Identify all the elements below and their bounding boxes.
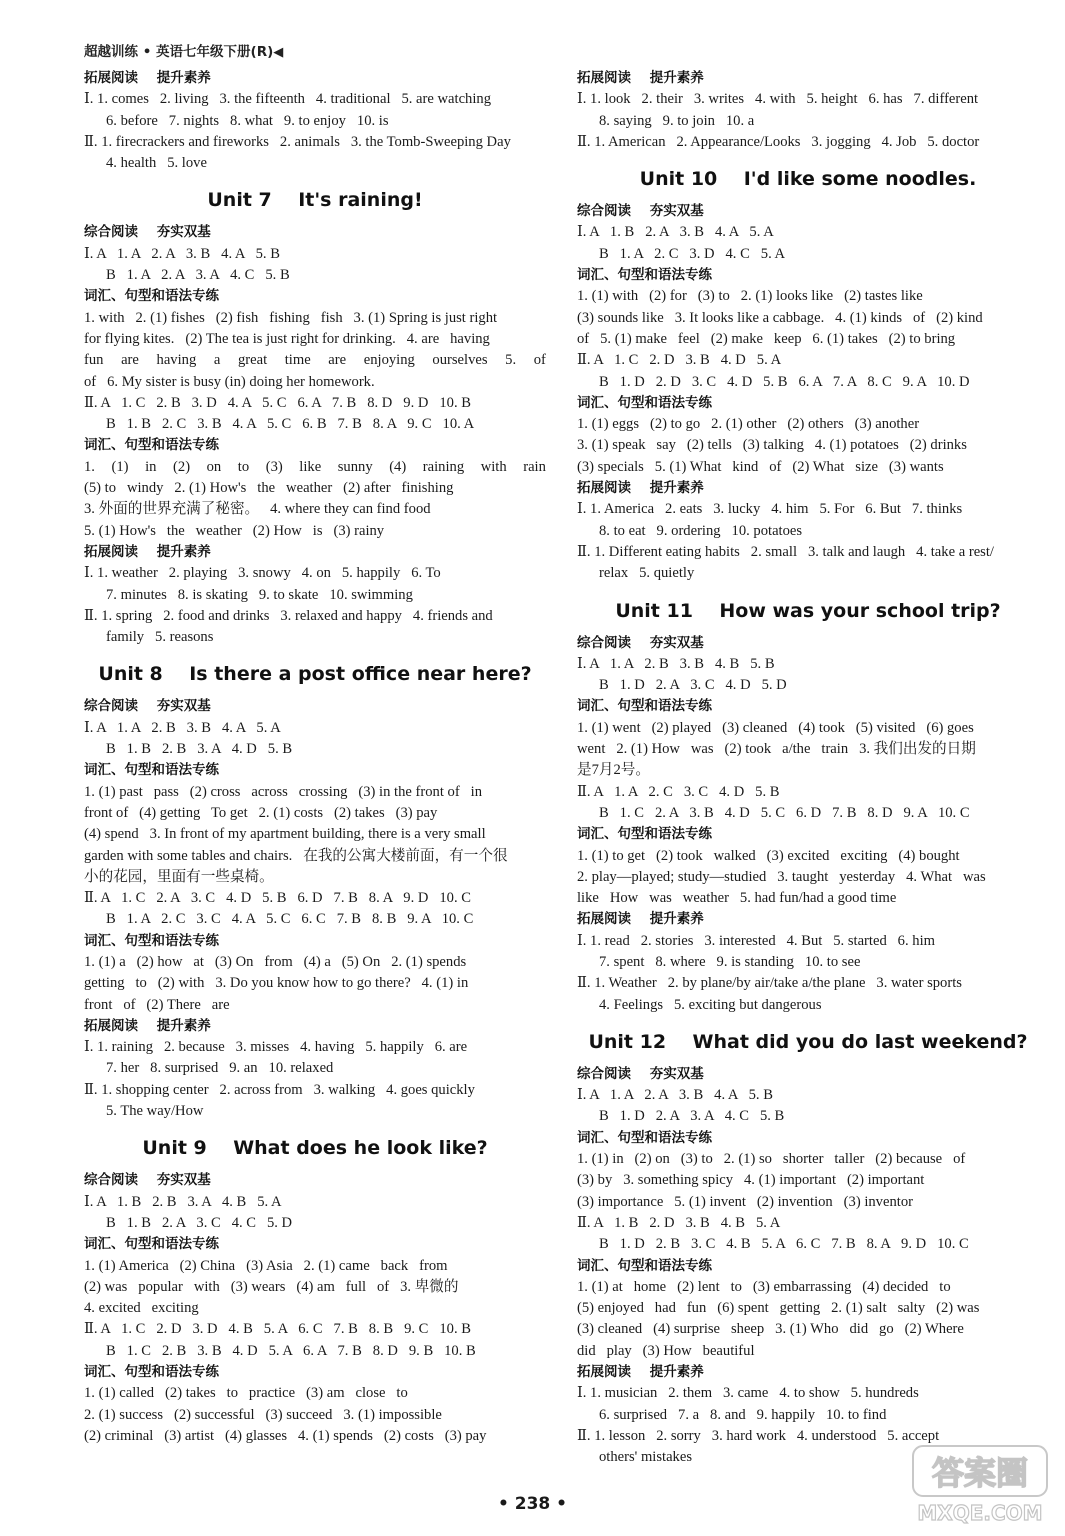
section-heading: 词汇、句型和语法专练 [84,1236,219,1253]
section-heading: 综合阅读 夯实双基 [577,1065,704,1082]
answer-word: in [145,458,157,475]
answer-word: with [480,458,507,475]
answer-line: Ⅱ. 1. shopping center 2. across from 3. walking 4. goes quickly [84,1081,475,1098]
answer-line: 小的花园，里面有一些桌椅。 [84,868,274,885]
answer-line: 3. (1) speak say (2) tells (3) talking 4. (1) potatoes (2) drinks [577,437,967,454]
answer-line: 5. The way/How [106,1103,204,1120]
answer-line: 1. with 2. (1) fishes (2) fish fishing fish 3. (1) Spring is just right [84,309,498,326]
answer-line: 1. (1) eggs (2) to go 2. (1) other (2) others (3) another [577,416,920,433]
answer-line: 7. spent 8. where 9. is standing 10. to see [599,953,861,970]
answer-line: of 6. My sister is busy (in) doing her homework. [84,373,375,390]
section-heading: 词汇、句型和语法专练 [84,437,219,454]
answer-line: 3. 外面的世界充满了秘密。 4. where they can find food [84,501,431,518]
section-heading: 综合阅读 夯实双基 [577,203,704,220]
unit-title: Unit 8 Is there a post office near here? [98,663,532,686]
answer-word: having [156,352,197,369]
answer-line: (3) cleaned (4) surprise sheep 3. (1) Who did go (2) Where [577,1321,964,1338]
answer-line: 1. (1) in (2) on (3) to 2. (1) so shorter taller (2) because of [577,1151,966,1168]
answer-word: (4) [389,458,407,475]
answer-line: Ⅰ. 1. weather 2. playing 3. snowy 4. on 5. happily 6. To [84,565,441,582]
answer-line: B 1. B 2. C 3. B 4. A 5. C 6. B 7. B 8. A 9. C 10. A [106,416,475,433]
answer-line: (3) by 3. something spicy 4. (1) important (2) important [577,1172,925,1189]
answer-line: Ⅰ. 1. look 2. their 3. writes 4. with 5. height 6. has 7. different [577,91,979,108]
unit-title: Unit 10 I'd like some noodles. [639,168,977,191]
answer-line: 8. saying 9. to join 10. a [599,112,755,129]
page-header [84,40,283,60]
answer-line: B 1. B 2. A 3. C 4. C 5. D [106,1214,293,1231]
answer-line: 7. minutes 8. is skating 9. to skate 10. swimming [106,586,413,603]
section-heading: 综合阅读 夯实双基 [84,1172,211,1189]
section-heading: 词汇、句型和语法专练 [577,698,712,715]
answer-line: Ⅱ. 1. spring 2. food and drinks 3. relaxed and happy 4. friends and [84,607,493,624]
answer-line: (3) sounds like 3. It looks like a cabbage. 4. (1) kinds of (2) kind [577,309,983,326]
answer-word: a [213,352,221,369]
answer-line: B 1. D 2. A 3. C 4. D 5. D [599,677,787,694]
answer-line: B 1. A 2. A 3. A 4. C 5. B [106,267,290,284]
answer-line: Ⅱ. A 1. C 2. A 3. C 4. D 5. B 6. D 7. B 8. A 9. D 10. C [84,890,471,907]
watermark-text-en: MXQE.COM [917,1501,1043,1525]
unit-title: Unit 7 It's raining! [207,189,423,212]
answer-line: (3) specials 5. (1) What kind of (2) What size (3) wants [577,458,944,475]
section-heading: 词汇、句型和语法专练 [577,1257,712,1274]
section-heading: 词汇、句型和语法专练 [84,762,219,779]
answer-line: 6. before 7. nights 8. what 9. to enjoy 10. is [106,112,389,129]
answer-word: time [284,352,311,369]
answer-line: 4. Feelings 5. exciting but dangerous [599,996,822,1013]
section-heading: 拓展阅读 提升素养 [577,70,704,86]
answer-line: Ⅱ. 1. firecrackers and fireworks 2. animals 3. the Tomb-Sweeping Day [84,133,511,150]
answer-line: 1. (1) with (2) for (3) to 2. (1) looks like (2) tastes like [577,288,923,305]
answer-line: 8. to eat 9. ordering 10. potatoes [599,522,803,539]
answer-word: (3) [265,458,283,475]
answer-line: 1. (1) America (2) China (3) Asia 2. (1) came back from [84,1257,448,1274]
section-heading: 词汇、句型和语法专练 [577,267,712,284]
answer-line: (3) importance 5. (1) invent (2) invention (3) inventor [577,1193,913,1210]
answer-line: B 1. A 2. C 3. D 4. C 5. A [599,245,786,262]
answer-line: did play (3) How beautiful [577,1342,755,1359]
answer-line: Ⅱ. 1. lesson 2. sorry 3. hard work 4. understood 5. accept [577,1427,940,1444]
section-heading: 拓展阅读 提升素养 [577,911,704,928]
answer-line: Ⅱ. A 1. B 2. D 3. B 4. B 5. A [577,1214,781,1231]
answer-word: are [328,352,347,369]
answer-line: Ⅰ. 1. musician 2. them 3. came 4. to show 5. hundreds [577,1385,919,1402]
answer-line: Ⅰ. A 1. B 2. A 3. B 4. A 5. A [577,224,774,241]
answer-line: of 5. (1) make feel (2) make keep 6. (1) takes (2) to bring [577,330,956,347]
answer-word: rain [523,458,546,475]
answer-line: relax 5. quietly [599,565,695,582]
answer-line: 7. her 8. surprised 9. an 10. relaxed [106,1060,334,1077]
answer-line: Ⅰ. A 1. B 2. B 3. A 4. B 5. A [84,1193,282,1210]
answer-line: Ⅱ. A 1. A 2. C 3. C 4. D 5. B [577,783,780,800]
answer-line: 1. (1) a (2) how at (3) On from (4) a (5) On 2. (1) spends [84,953,467,970]
answer-line: Ⅰ. A 1. A 2. A 3. B 4. A 5. B [577,1087,773,1104]
answer-line: B 1. B 2. B 3. A 4. D 5. B [106,741,293,758]
answer-word: to [237,458,250,475]
answer-line: 2. (1) success (2) successful (3) succeed 3. (1) impossible [84,1406,442,1423]
answer-line: B 1. C 2. A 3. B 4. D 5. C 6. D 7. B 8. D 9. A 10. C [599,804,970,821]
answer-line: went 2. (1) How was (2) took a/the train 3. 我们出发的日期 [577,741,976,758]
answer-line: Ⅱ. 1. Different eating habits 2. small 3. talk and laugh 4. take a rest/ [577,543,994,560]
unit-title: Unit 9 What does he look like? [142,1137,488,1160]
unit-title: Unit 11 How was your school trip? [615,599,1001,622]
answer-line: 是7月2号。 [577,762,650,779]
answer-word: great [237,352,268,369]
answer-line: Ⅰ. A 1. A 2. A 3. B 4. A 5. B [84,245,280,262]
answer-line: B 1. D 2. D 3. C 4. D 5. B 6. A 7. A 8. C 9. A 10. D [599,373,970,390]
left-column [84,68,546,1447]
answer-line: Ⅰ. A 1. A 2. B 3. B 4. A 5. A [84,719,281,736]
answer-line: front of (2) There are [84,996,230,1013]
section-heading: 拓展阅读 提升素养 [84,1017,211,1034]
answer-line: Ⅱ. 1. Weather 2. by plane/by air/take a/the plane 3. water sports [577,975,962,992]
answer-line: B 1. D 2. B 3. C 4. B 5. A 6. C 7. B 8. A 9. D 10. C [599,1236,969,1253]
answer-line: 5. (1) How's the weather (2) How is (3) rainy [84,522,385,539]
section-heading: 综合阅读 夯实双基 [577,634,704,651]
answer-line: Ⅱ. A 1. C 2. D 3. D 4. B 5. A 6. C 7. B 8. B 9. C 10. B [84,1321,471,1338]
answer-line [84,457,546,478]
answer-line: garden with some tables and chairs. 在我的公寓大楼前面，有一个很 [84,847,508,864]
answer-line: Ⅰ. 1. raining 2. because 3. misses 4. having 5. happily 6. are [84,1039,468,1056]
unit-title: Unit 12 What did you do last weekend? [588,1030,1028,1053]
header-marker-icon: ◀ [273,45,284,60]
answer-line: 4. excited exciting [84,1300,199,1317]
section-heading: 拓展阅读 提升素养 [577,1364,704,1381]
answer-line: like How was weather 5. had fun/had a good time [577,890,897,907]
section-heading: 词汇、句型和语法专练 [84,1364,219,1381]
section-heading: 词汇、句型和语法专练 [577,1129,712,1146]
answer-word: ourselves [432,352,488,369]
section-heading: 拓展阅读 提升素养 [577,480,704,497]
section-heading: 拓展阅读 提升素养 [84,543,211,560]
answer-line: family 5. reasons [106,629,214,646]
answer-line: 4. health 5. love [106,155,207,172]
answer-line: Ⅱ. A 1. C 2. B 3. D 4. A 5. C 6. A 7. B 8. D 9. D 10. B [84,394,471,411]
answer-word: 1. [84,458,95,475]
answer-word: like [299,458,322,475]
answer-line: 6. surprised 7. a 8. and 9. happily 10. to find [599,1406,887,1423]
watermark-text-cn: 答案圈 [931,1454,1029,1492]
answer-word: of [533,352,546,369]
answer-line: (2) criminal (3) artist (4) glasses 4. (1) spends (2) costs (3) pay [84,1427,487,1444]
answer-line: (2) was popular with (3) wears (4) am full of 3. 卑微的 [84,1278,459,1295]
answer-line: getting to (2) with 3. Do you know how to go there? 4. (1) in [84,975,469,992]
answer-word: are [121,352,139,369]
section-heading: 综合阅读 夯实双基 [84,224,211,241]
answer-line: Ⅰ. 1. read 2. stories 3. interested 4. But 5. started 6. him [577,932,935,949]
answer-line: (5) enjoyed had fun (6) spent getting 2. (1) salt salty (2) was [577,1300,980,1317]
section-heading: 词汇、句型和语法专练 [84,288,219,305]
answer-line: 1. (1) past pass (2) cross across crossing (3) in the front of in [84,783,483,800]
section-heading: 词汇、句型和语法专练 [84,932,219,949]
page-number: • 238 • [497,1494,568,1514]
answer-line: others' mistakes [599,1449,693,1466]
answer-line: B 1. A 2. C 3. C 4. A 5. C 6. C 7. B 8. B 9. A 10. C [106,911,474,928]
answer-line: Ⅰ. 1. comes 2. living 3. the fifteenth 4. traditional 5. are watching [84,91,491,108]
answer-line: 1. (1) called (2) takes to practice (3) am close to [84,1385,408,1402]
book-title: 超越训练 • 英语七年级下册(R) [84,44,274,60]
section-heading: 词汇、句型和语法专练 [577,394,712,411]
answer-line: front of (4) getting To get 2. (1) costs (2) takes (3) pay [84,804,438,821]
answer-line: 1. (1) at home (2) lent to (3) embarrassing (4) decided to [577,1278,951,1295]
section-heading: 综合阅读 夯实双基 [84,698,211,715]
answer-word: (2) [173,458,191,475]
answer-line: for flying kites. (2) The tea is just right for drinking. 4. are having [84,330,490,347]
answer-line: B 1. C 2. B 3. B 4. D 5. A 6. A 7. B 8. D 9. B 10. B [106,1342,476,1359]
section-heading: 拓展阅读 提升素养 [84,70,211,86]
right-column [577,68,1039,1469]
answer-line: (4) spend 3. In front of my apartment building, there is a very small [84,826,486,843]
answer-line [84,350,546,371]
answer-line: (5) to windy 2. (1) How's the weather (2) after finishing [84,480,454,497]
answer-word: fun [84,352,104,369]
answer-word: enjoying [363,352,415,369]
answer-word: raining [422,458,465,475]
answer-line: Ⅰ. A 1. A 2. B 3. B 4. B 5. B [577,655,775,672]
answer-word: (1) [111,458,129,475]
answer-line: Ⅱ. A 1. C 2. D 3. B 4. D 5. A [577,352,782,369]
answer-line: Ⅰ. 1. America 2. eats 3. lucky 4. him 5. For 6. But 7. thinks [577,501,963,518]
answer-line: 2. play—played; study—studied 3. taught yesterday 4. What was [577,868,986,885]
answer-word: on [206,458,222,475]
answer-word: sunny [337,458,373,475]
watermark-logo [905,1440,1055,1528]
answer-line: 1. (1) to get (2) took walked (3) excited exciting (4) bought [577,847,960,864]
answer-line: 1. (1) went (2) played (3) cleaned (4) took (5) visited (6) goes [577,719,974,736]
answer-word: 5. [505,352,517,369]
section-heading: 词汇、句型和语法专练 [577,826,712,843]
answer-line: Ⅱ. 1. American 2. Appearance/Looks 3. jogging 4. Job 5. doctor [577,133,980,150]
answer-line: B 1. D 2. A 3. A 4. C 5. B [599,1108,785,1125]
